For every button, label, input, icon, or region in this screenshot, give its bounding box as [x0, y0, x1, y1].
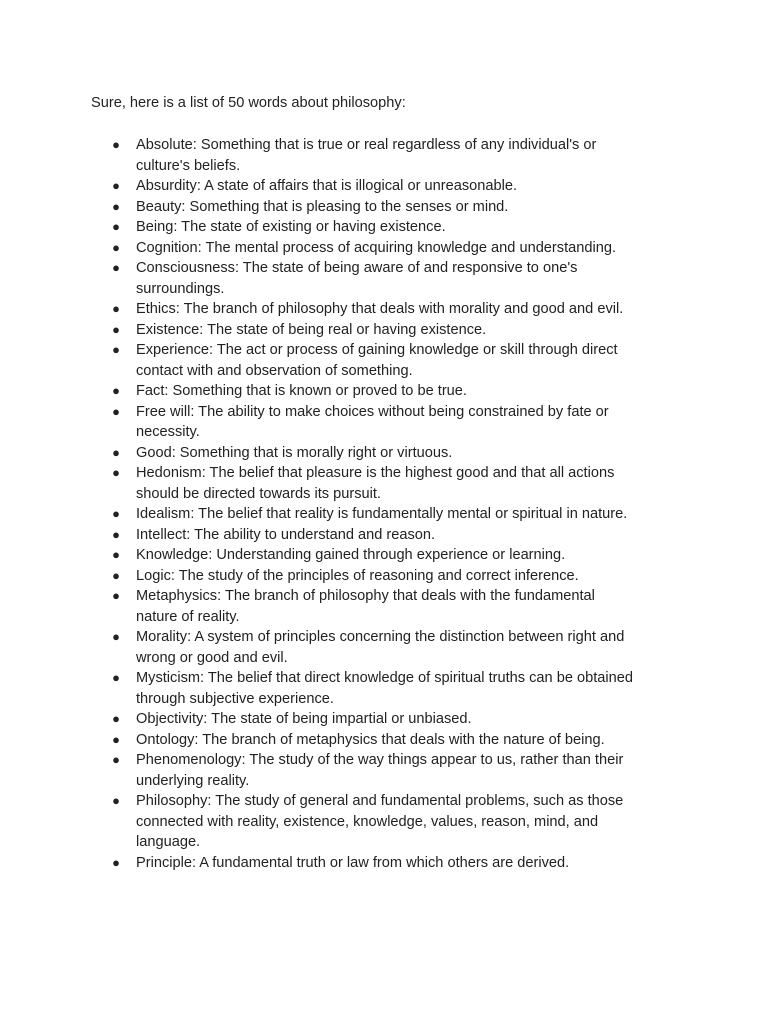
term-definition: Hedonism: The belief that pleasure is the highest good and that all actions should be directed towards its pursuit. [136, 465, 615, 502]
bullet-icon: ● [112, 526, 120, 542]
term-definition: Absurdity: A state of affairs that is illogical or unreasonable. [136, 178, 518, 194]
bullet-icon: ● [112, 383, 120, 398]
bullet-icon: ● [112, 137, 120, 152]
term-definition: Experience: The act or process of gaining knowledge or skill through direct contact with and observation of something. [136, 342, 618, 379]
list-item [0, 668, 636, 709]
term-definition: Objectivity: The state of being impartial or unbiased. [136, 711, 472, 727]
term-definition: Mysticism: The belief that direct knowledge of spiritual truths can be obtained through subjective experience. [136, 670, 633, 707]
list-item [0, 135, 636, 176]
list-item [0, 525, 636, 546]
list-item [0, 320, 636, 341]
term-definition: Intellect: The ability to understand and reason. [136, 526, 436, 543]
bullet-icon: ● [112, 301, 120, 316]
list-item [0, 340, 636, 381]
term-definition: Logic: The study of the principles of reasoning and correct inference. [136, 567, 579, 584]
bullet-icon: ● [112, 588, 120, 603]
bullet-icon: ● [112, 711, 120, 726]
bullet-icon: ● [112, 178, 120, 193]
list-item [0, 443, 636, 464]
list-item [0, 709, 636, 730]
list-item [0, 853, 636, 874]
term-definition: Being: The state of existing or having existence. [136, 219, 446, 235]
term-definition: Consciousness: The state of being aware of and responsive to one's surroundings. [136, 260, 578, 297]
list-item [0, 463, 636, 504]
term-definition: Fact: Something that is known or proved to be true. [136, 383, 467, 399]
list-item [0, 730, 636, 751]
bullet-icon: ● [112, 752, 120, 767]
bullet-icon: ● [112, 731, 120, 747]
bullet-icon: ● [112, 670, 120, 685]
list-item [0, 504, 636, 525]
term-definition: Existence: The state of being real or having existence. [136, 321, 487, 338]
list-item [0, 586, 636, 627]
list-item [0, 381, 636, 402]
list-item [0, 566, 636, 587]
list-item [0, 217, 636, 238]
term-definition: Idealism: The belief that reality is fundamentally mental or spiritual in nature. [136, 506, 628, 522]
list-item [0, 750, 636, 791]
term-definition: Good: Something that is morally right or virtuous. [136, 444, 453, 461]
bullet-icon: ● [112, 547, 120, 562]
bullet-icon: ● [112, 403, 120, 419]
term-definition: Ethics: The branch of philosophy that deals with morality and good and evil. [136, 301, 624, 317]
term-definition: Free will: The ability to make choices without being constrained by fate or necessity. [136, 403, 609, 440]
bullet-icon: ● [112, 321, 120, 337]
term-list [0, 135, 768, 873]
term-definition: Metaphysics: The branch of philosophy that deals with the fundamental nature of reality. [136, 588, 595, 625]
bullet-icon: ● [112, 260, 120, 275]
bullet-icon: ● [112, 506, 120, 521]
bullet-icon: ● [112, 219, 120, 234]
term-definition: Philosophy: The study of general and fundamental problems, such as those connected with reality, existence, knowledge, values, reason, mind, and language. [136, 793, 624, 850]
term-definition: Phenomenology: The study of the way things appear to us, rather than their underlying reality. [136, 752, 624, 789]
bullet-icon: ● [112, 239, 120, 255]
term-definition: Cognition: The mental process of acquiring knowledge and understanding. [136, 239, 617, 256]
bullet-icon: ● [112, 342, 120, 357]
bullet-icon: ● [112, 198, 120, 214]
term-definition: Principle: A fundamental truth or law from which others are derived. [136, 854, 570, 871]
bullet-icon: ● [112, 444, 120, 460]
list-item [0, 299, 636, 320]
term-definition: Knowledge: Understanding gained through experience or learning. [136, 547, 566, 563]
bullet-icon: ● [112, 793, 120, 808]
list-item [0, 176, 636, 197]
list-item [0, 627, 636, 668]
list-item [0, 238, 636, 259]
term-definition: Ontology: The branch of metaphysics that deals with the nature of being. [136, 731, 605, 748]
list-item [0, 197, 636, 218]
term-definition: Morality: A system of principles concerning the distinction between right and wrong or good and evil. [136, 629, 625, 666]
bullet-icon: ● [112, 567, 120, 583]
bullet-icon: ● [112, 629, 120, 644]
bullet-icon: ● [112, 854, 120, 870]
term-definition: Beauty: Something that is pleasing to the senses or mind. [136, 198, 509, 215]
list-item [0, 258, 636, 299]
list-item [0, 545, 636, 566]
intro-text: Sure, here is a list of 50 words about philosophy: [91, 95, 406, 111]
list-item [0, 791, 636, 853]
list-item [0, 402, 636, 443]
bullet-icon: ● [112, 465, 120, 480]
term-definition: Absolute: Something that is true or real regardless of any individual's or culture's beliefs. [136, 137, 597, 174]
